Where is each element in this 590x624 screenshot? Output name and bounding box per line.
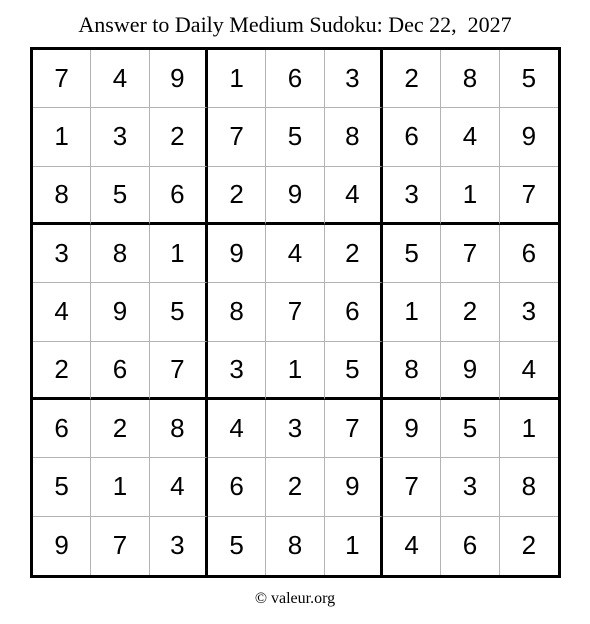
sudoku-cell-r6-c5: 1 xyxy=(266,342,324,400)
sudoku-cell-r1-c5: 6 xyxy=(266,50,324,108)
sudoku-cell-r2-c2: 3 xyxy=(91,108,149,166)
sudoku-cell-r1-c8: 8 xyxy=(441,50,499,108)
sudoku-cell-r9-c2: 7 xyxy=(91,517,149,575)
sudoku-cell-r2-c1: 1 xyxy=(33,108,91,166)
sudoku-cell-r4-c5: 4 xyxy=(266,225,324,283)
sudoku-cell-r4-c7: 5 xyxy=(383,225,441,283)
sudoku-cell-r1-c2: 4 xyxy=(91,50,149,108)
copyright-footer: © valeur.org xyxy=(254,590,336,607)
sudoku-cell-r4-c4: 9 xyxy=(208,225,266,283)
sudoku-cell-r7-c3: 8 xyxy=(150,400,208,458)
sudoku-cell-r6-c1: 2 xyxy=(33,342,91,400)
sudoku-cell-r8-c5: 2 xyxy=(266,458,324,516)
sudoku-cell-r3-c4: 2 xyxy=(208,167,266,225)
sudoku-cell-r7-c9: 1 xyxy=(500,400,558,458)
sudoku-cell-r5-c1: 4 xyxy=(33,283,91,341)
sudoku-cell-r7-c1: 6 xyxy=(33,400,91,458)
sudoku-cell-r5-c6: 6 xyxy=(325,283,383,341)
sudoku-cell-r4-c3: 1 xyxy=(150,225,208,283)
sudoku-cell-r7-c2: 2 xyxy=(91,400,149,458)
sudoku-cell-r7-c7: 9 xyxy=(383,400,441,458)
sudoku-cell-r8-c2: 1 xyxy=(91,458,149,516)
sudoku-cell-r5-c7: 1 xyxy=(383,283,441,341)
sudoku-cell-r8-c7: 7 xyxy=(383,458,441,516)
sudoku-cell-r2-c7: 6 xyxy=(383,108,441,166)
sudoku-cell-r6-c9: 4 xyxy=(500,342,558,400)
sudoku-cell-r2-c8: 4 xyxy=(441,108,499,166)
sudoku-cell-r4-c2: 8 xyxy=(91,225,149,283)
sudoku-cell-r3-c6: 4 xyxy=(325,167,383,225)
sudoku-cell-r6-c2: 6 xyxy=(91,342,149,400)
sudoku-cell-r3-c3: 6 xyxy=(150,167,208,225)
sudoku-cell-r4-c1: 3 xyxy=(33,225,91,283)
sudoku-cell-r5-c9: 3 xyxy=(500,283,558,341)
sudoku-cell-r9-c9: 2 xyxy=(521,530,537,561)
sudoku-cell-r6-c4: 3 xyxy=(208,342,266,400)
sudoku-cell-r3-c2: 5 xyxy=(91,167,149,225)
sudoku-cell-r9-c7: 4 xyxy=(383,517,441,575)
sudoku-cell-r5-c5: 7 xyxy=(266,283,324,341)
sudoku-cell-r3-c7: 3 xyxy=(383,167,441,225)
sudoku-cell-r3-c9: 7 xyxy=(500,167,558,225)
sudoku-cell-r3-c5: 9 xyxy=(266,167,324,225)
sudoku-cell-r6-c8: 9 xyxy=(441,342,499,400)
sudoku-cell-r6-c7: 8 xyxy=(383,342,441,400)
page-title: Answer to Daily Medium Sudoku: Dec 22, 2027 xyxy=(78,12,512,37)
sudoku-cell-r4-c8: 7 xyxy=(441,225,499,283)
sudoku-cell-r1-c1: 7 xyxy=(33,50,91,108)
sudoku-cell-r2-c5: 5 xyxy=(266,108,324,166)
sudoku-cell-r2-c3: 2 xyxy=(150,108,208,166)
sudoku-cell-r9-c8: 6 xyxy=(441,517,499,575)
sudoku-cell-r7-c6: 7 xyxy=(325,400,383,458)
sudoku-cell-r8-c9: 8 xyxy=(500,458,558,516)
sudoku-cell-r4-c9: 6 xyxy=(500,225,558,283)
sudoku-cell-r5-c2: 9 xyxy=(91,283,149,341)
sudoku-cell-r2-c9: 9 xyxy=(500,108,558,166)
sudoku-cell-r7-c4: 4 xyxy=(208,400,266,458)
sudoku-cell-r3-c8: 1 xyxy=(441,167,499,225)
sudoku-cell-r7-c5: 3 xyxy=(266,400,324,458)
sudoku-cell-r8-c4: 6 xyxy=(208,458,266,516)
sudoku-cell-r3-c1: 8 xyxy=(33,167,91,225)
sudoku-grid xyxy=(30,47,561,578)
sudoku-cell-r8-c6: 9 xyxy=(325,458,383,516)
sudoku-cell-r9-c5: 8 xyxy=(266,517,324,575)
sudoku-cell-r7-c8: 5 xyxy=(441,400,499,458)
sudoku-cell-r1-c7: 2 xyxy=(383,50,441,108)
sudoku-cell-r5-c3: 5 xyxy=(150,283,208,341)
sudoku-cell-r9-c6: 1 xyxy=(325,517,383,575)
sudoku-cell-r8-c8: 3 xyxy=(441,458,499,516)
sudoku-cell-r5-c8: 2 xyxy=(441,283,499,341)
sudoku-cell-r1-c3: 9 xyxy=(150,50,208,108)
sudoku-cell-r2-c6: 8 xyxy=(325,108,383,166)
sudoku-cell-r6-c6: 5 xyxy=(325,342,383,400)
sudoku-cell-r4-c6: 2 xyxy=(325,225,383,283)
sudoku-cell-r6-c3: 7 xyxy=(150,342,208,400)
sudoku-cell-r9-c1: 9 xyxy=(33,517,91,575)
sudoku-cell-r8-c1: 5 xyxy=(33,458,91,516)
sudoku-cell-r8-c3: 4 xyxy=(150,458,208,516)
sudoku-cell-r2-c4: 7 xyxy=(208,108,266,166)
sudoku-cell-r1-c4: 1 xyxy=(208,50,266,108)
sudoku-cell-r5-c4: 8 xyxy=(208,283,266,341)
sudoku-cell-r1-c6: 3 xyxy=(325,50,383,108)
sudoku-cell-r9-c4: 5 xyxy=(208,517,266,575)
sudoku-cell-r9-c3: 3 xyxy=(150,517,208,575)
sudoku-cell-r1-c9: 5 xyxy=(500,50,558,108)
